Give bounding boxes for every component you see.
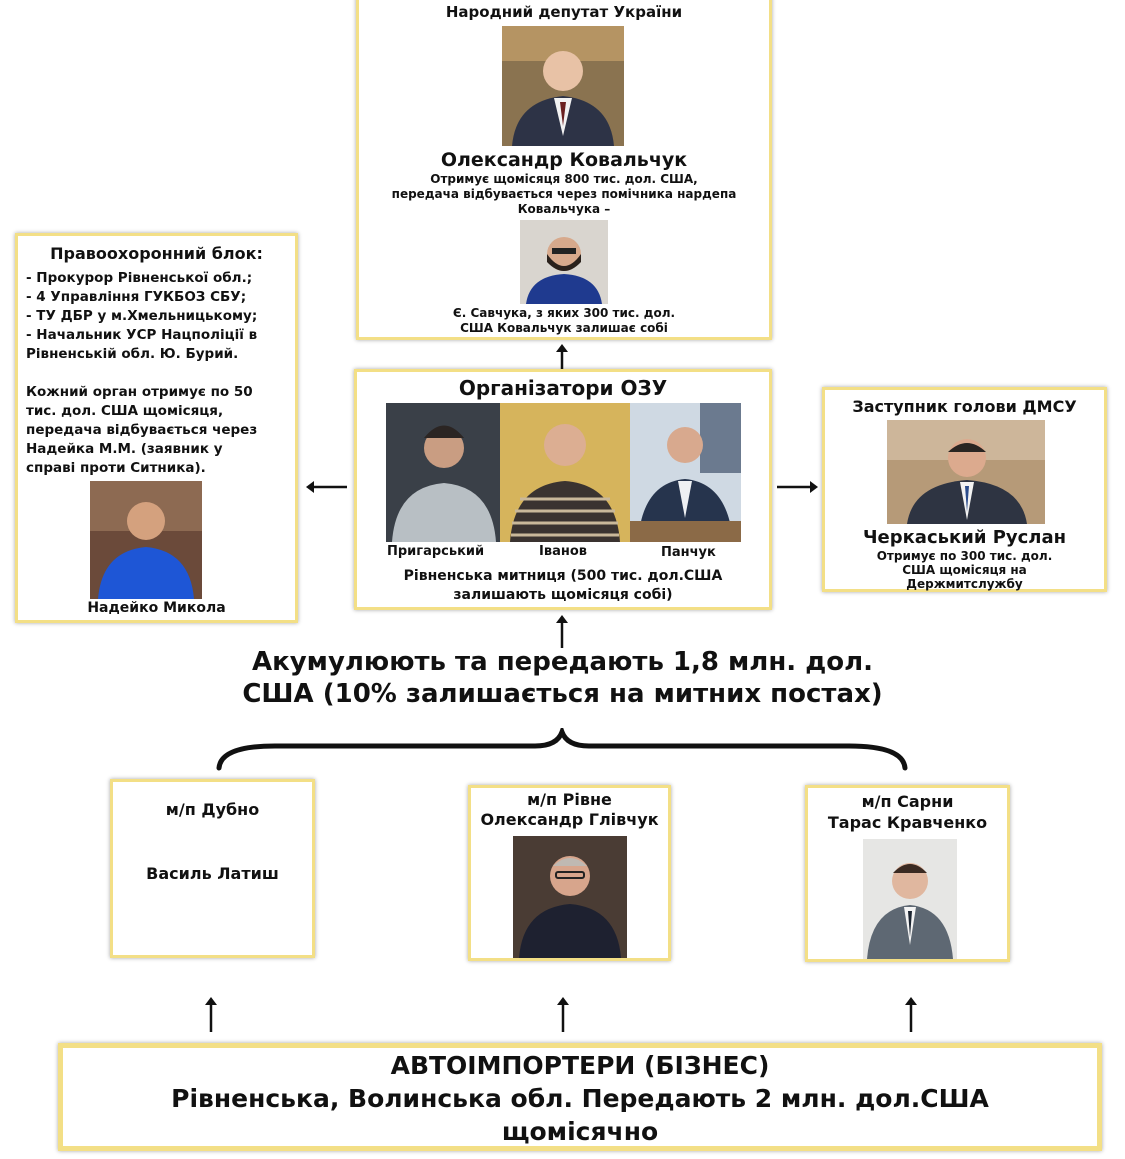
accumulate-line-1: Акумулюють та передають 1,8 млн. дол. — [251, 647, 874, 677]
nadeyko-photo — [90, 481, 202, 599]
assistant-line-2: США Ковальчук залишає собі — [460, 321, 668, 335]
organizers-title: Організатори ОЗУ — [458, 376, 668, 400]
dmsu-desc-1: Отримує по 300 тис. дол. — [876, 549, 1053, 563]
arrow-right-icon — [777, 479, 819, 495]
importers-line-2: Рівненська, Волинська обл. Передають 2 млн. дол.США — [171, 1084, 989, 1113]
dmsu-name: Черкаський Руслан — [862, 527, 1067, 548]
post-rivne-person: Олександр Глівчук — [480, 810, 659, 829]
law-line: тис. дол. США щомісяця, — [26, 403, 224, 419]
assistant-line-1: Є. Савчука, з яких 300 тис. дол. — [452, 306, 676, 320]
deputy-desc-1: Отримує щомісяця 800 тис. дол. США, — [430, 172, 698, 186]
dmsu-title: Заступник голови ДМСУ — [852, 397, 1077, 416]
law-line: - Прокурор Рівненської обл.; — [26, 270, 253, 286]
law-line: - 4 Управління ГУКБОЗ СБУ; — [26, 289, 247, 305]
prygarskyi-photo — [386, 403, 500, 542]
customs-note-2: залишають щомісяця собі) — [453, 587, 673, 603]
post-sarny-title: м/п Сарни — [861, 792, 954, 811]
nadeyko-caption: Надейко Микола — [87, 600, 226, 616]
dmsu-desc-2: США щомісяця на — [902, 563, 1027, 577]
name-prygarskyi: Пригарський — [387, 544, 485, 559]
dmsu-desc-3: Держмитслужбу — [906, 577, 1023, 591]
ivanov-photo — [500, 403, 630, 542]
arrow-up-icon — [555, 996, 571, 1032]
deputy-desc-3: Ковальчука – — [517, 202, 611, 216]
law-line: передача відбувається через — [26, 422, 258, 438]
curly-brace-icon — [215, 728, 909, 772]
dmsu-box — [822, 387, 1107, 592]
law-line: справі проти Ситника). — [26, 460, 206, 476]
name-ivanov: Іванов — [539, 544, 587, 559]
deputy-name: Олександр Ковальчук — [440, 149, 688, 171]
arrow-up-icon — [554, 343, 570, 369]
accumulate-line-2: США (10% залишається на митних постах) — [242, 679, 883, 709]
importers-box — [58, 1043, 1102, 1151]
law-line: - ТУ ДБР у м.Хмельницькому; — [26, 308, 258, 324]
kravchenko-photo — [863, 839, 957, 959]
importers-title: АВТОІМПОРТЕРИ (БІЗНЕС) — [390, 1051, 770, 1080]
law-block-text — [26, 269, 257, 478]
post-dubno-person: Василь Латиш — [146, 864, 279, 883]
savchuk-photo — [520, 220, 608, 304]
arrow-left-icon — [305, 479, 347, 495]
panchuk-photo — [630, 403, 741, 542]
post-dubno-box — [110, 779, 315, 958]
post-rivne-box — [468, 785, 671, 961]
arrow-up-icon — [554, 614, 570, 648]
importers-line-3: щомісячно — [501, 1117, 659, 1146]
post-sarny-box — [805, 785, 1010, 962]
deputy-desc-2: передача відбувається через помічника нардепа — [391, 187, 737, 201]
law-line: Надейка М.М. (заявник у — [26, 441, 223, 457]
law-line: Кожний орган отримує по 50 — [26, 384, 253, 400]
deputy-header: Народний депутат України — [445, 3, 683, 21]
post-sarny-person: Тарас Кравченко — [827, 813, 988, 832]
name-panchuk: Панчук — [661, 545, 716, 560]
law-line: Рівненській обл. Ю. Бурий. — [26, 346, 239, 362]
law-line — [26, 364, 257, 383]
post-rivne-title: м/п Рівне — [527, 790, 612, 809]
organizers-box — [354, 369, 772, 610]
post-dubno-title: м/п Дубно — [165, 800, 260, 819]
deputy-box — [356, 0, 772, 340]
customs-note-1: Рівненська митниця (500 тис. дол.США — [403, 568, 723, 584]
glivchuk-photo — [513, 836, 627, 958]
law-line: - Начальник УСР Нацполіції в — [26, 327, 258, 343]
cherkaskyi-photo — [887, 420, 1045, 524]
law-block-title: Правоохоронний блок: — [50, 244, 263, 263]
law-enforcement-box — [15, 233, 298, 623]
kovalchuk-photo — [502, 26, 624, 146]
arrow-up-icon — [903, 996, 919, 1032]
arrow-up-icon — [203, 996, 219, 1032]
